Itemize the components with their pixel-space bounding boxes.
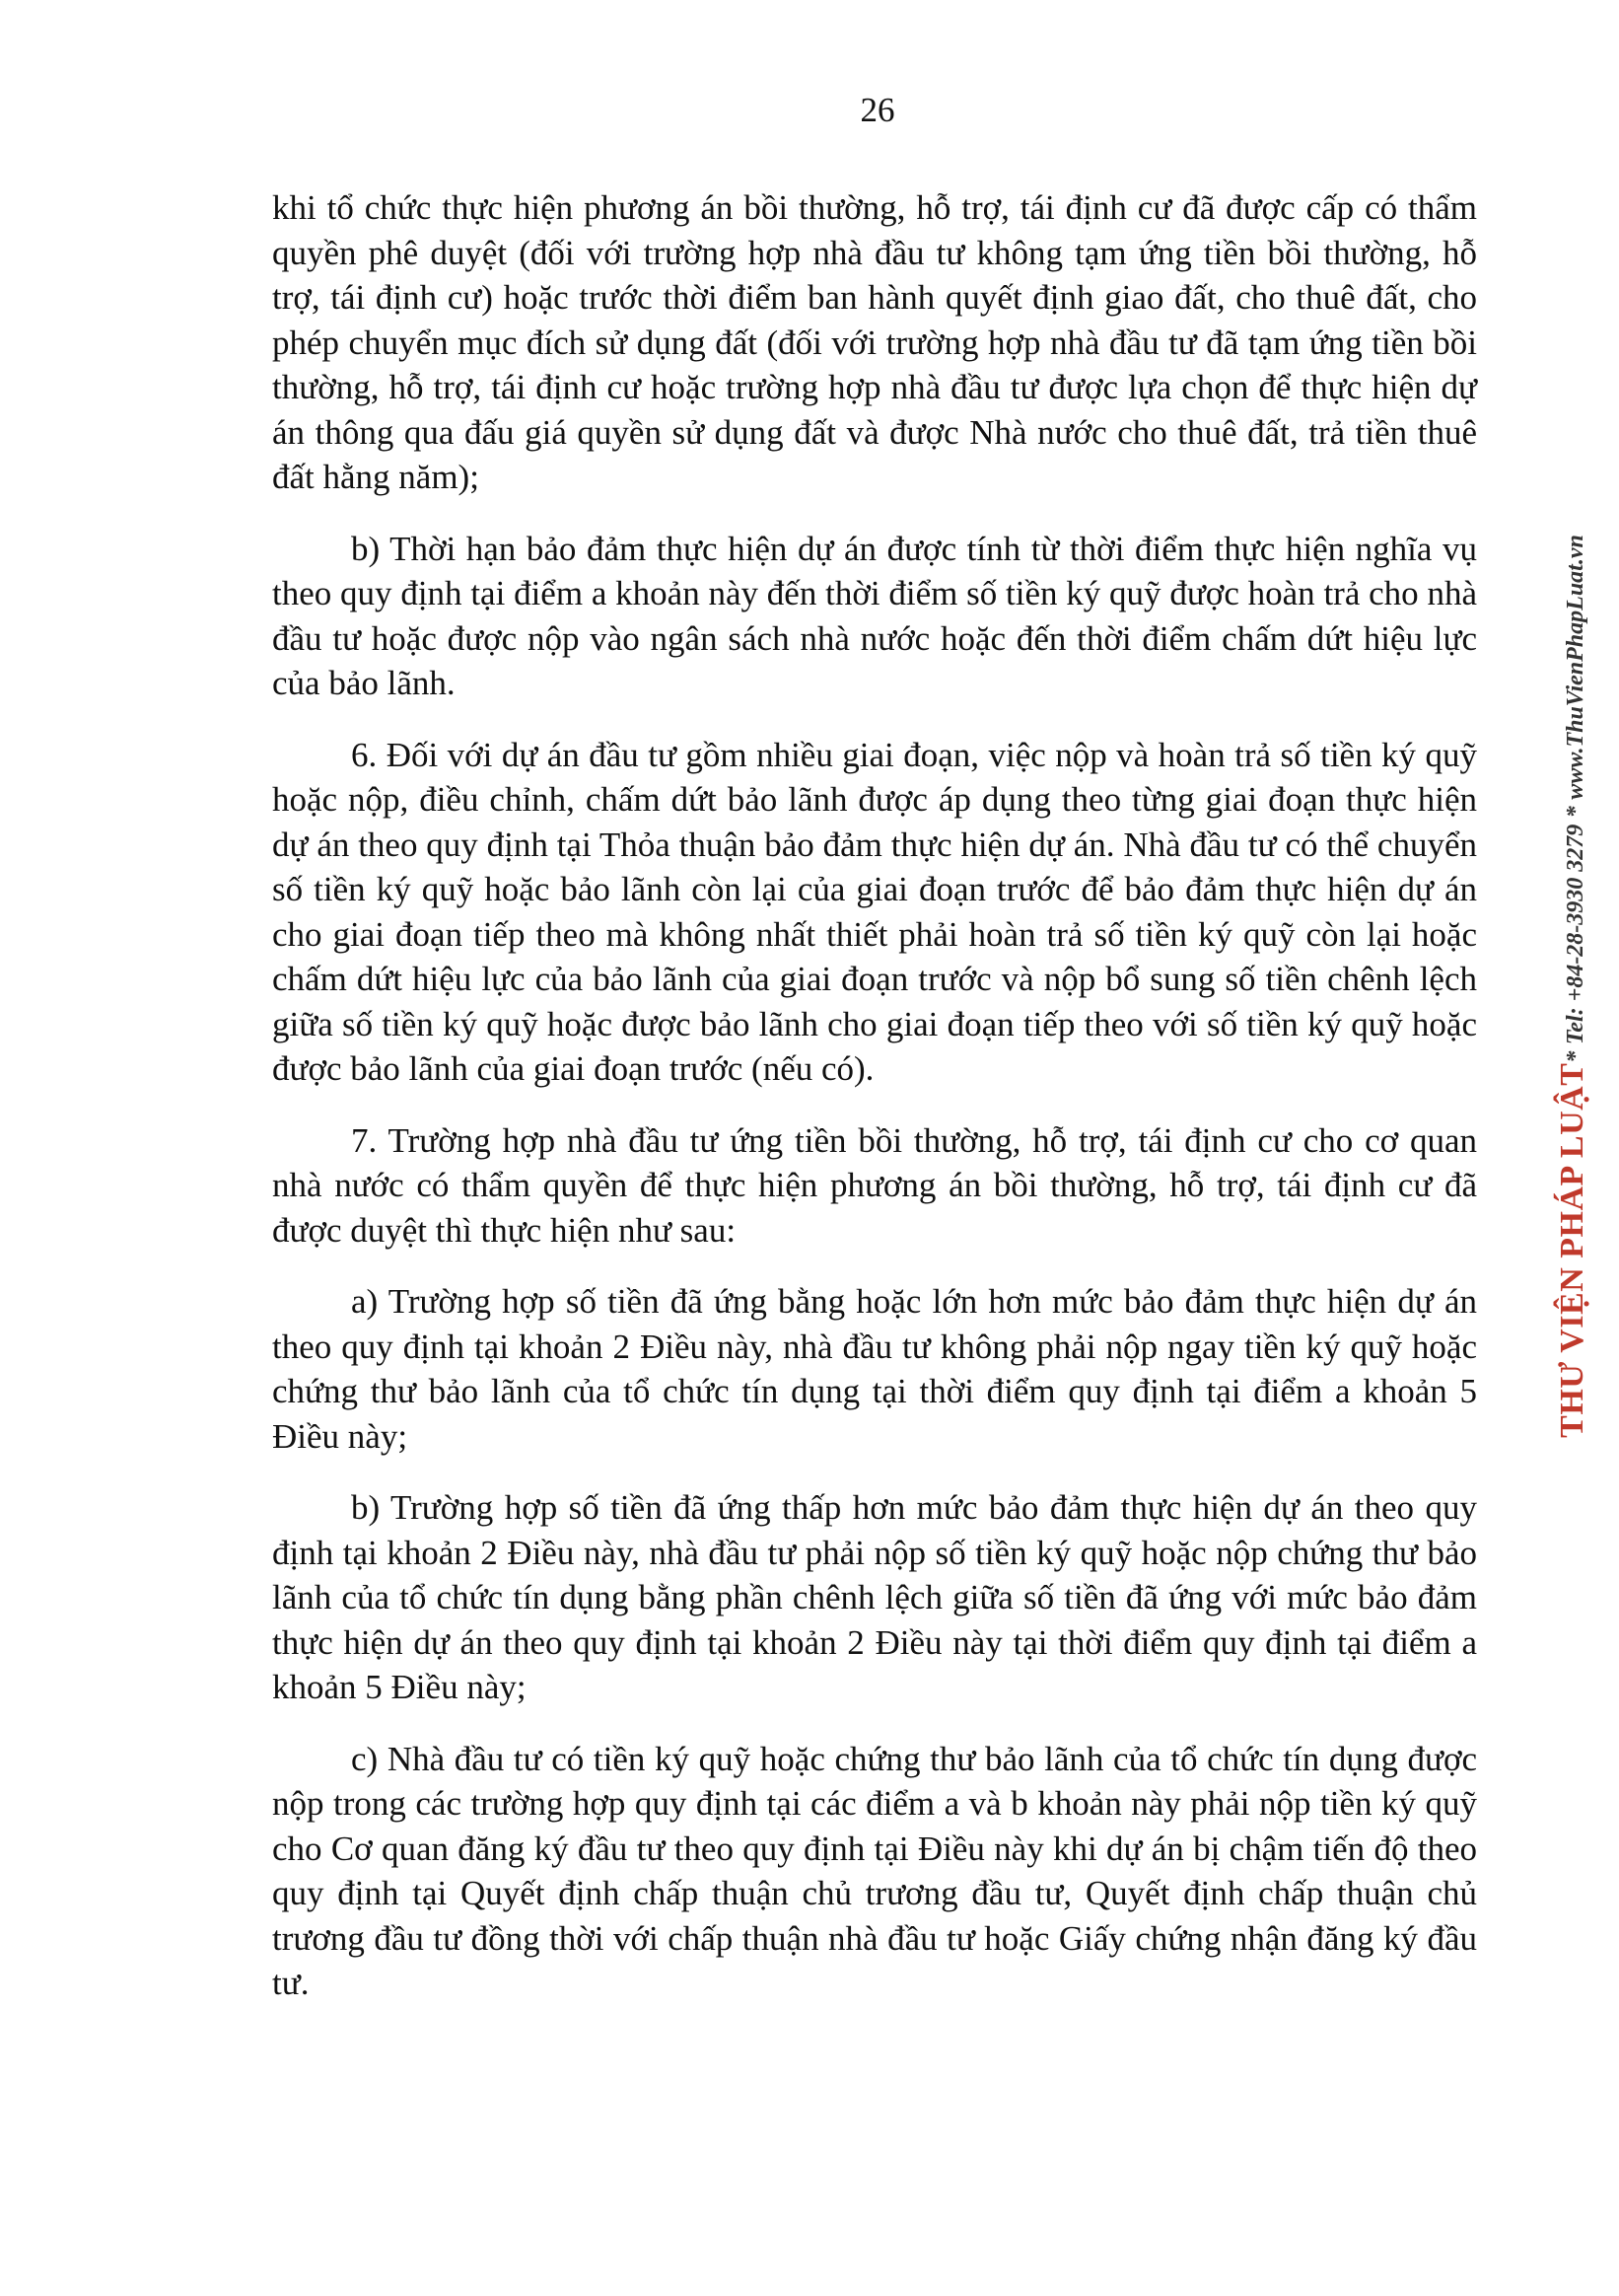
page-number: 26 <box>860 91 895 129</box>
paragraph-clause-7-point-a: a) Trường hợp số tiền đã ứng bằng hoặc lớn hơn mức bảo đảm thực hiện dự án theo quy định tại khoản 2 Điều này, nhà đầu tư không phải nộp ngay tiền ký quỹ hoặc chứng thư bảo lãnh của tổ chức tín dụng tại thời điểm quy định tại điểm a khoản 5 Điều này; <box>272 1282 1477 1456</box>
paragraph-clause-7-point-c: c) Nhà đầu tư có tiền ký quỹ hoặc chứng thư bảo lãnh của tổ chức tín dụng được nộp trong các trường hợp quy định tại các điểm a và b khoản này phải nộp tiền ký quỹ cho Cơ quan đăng ký đầu tư theo quy định tại Điều này khi dự án bị chậm tiến độ theo quy định tại Quyết định chấp thuận chủ trương đầu tư, Quyết định chấp thuận chủ trương đầu tư đồng thời với chấp thuận nhà đầu tư hoặc Giấy chứng nhận đăng ký đầu tư. <box>272 1739 1477 2002</box>
watermark-tel: Tel: +84-28-3930 3279 <box>1563 824 1588 1045</box>
watermark-separator-2: * <box>1563 806 1588 819</box>
document-body <box>272 185 1477 2033</box>
watermark-separator: * <box>1563 1050 1588 1063</box>
paragraph-clause-6: 6. Đối với dự án đầu tư gồm nhiều giai đoạn, việc nộp và hoàn trả số tiền ký quỹ hoặc nộp, điều chỉnh, chấm dứt bảo lãnh được áp dụng theo từng giai đoạn thực hiện dự án theo quy định tại Thỏa thuận bảo đảm thực hiện dự án. Nhà đầu tư có thể chuyển số tiền ký quỹ hoặc bảo lãnh còn lại của giai đoạn trước để bảo đảm thực hiện dự án cho giai đoạn tiếp theo mà không nhất thiết phải hoàn trả số tiền ký quỹ còn lại hoặc chấm dứt hiệu lực của bảo lãnh của giai đoạn trước và nộp bổ sung số tiền chênh lệch giữa số tiền ký quỹ hoặc được bảo lãnh cho giai đoạn tiếp theo với số tiền ký quỹ hoặc được bảo lãnh của giai đoạn trước (nếu có). <box>272 735 1477 1088</box>
paragraph-continuation: khi tổ chức thực hiện phương án bồi thường, hỗ trợ, tái định cư đã được cấp có thẩm quyền phê duyệt (đối với trường hợp nhà đầu tư không tạm ứng tiền bồi thường, hỗ trợ, tái định cư) hoặc trước thời điểm ban hành quyết định giao đất, cho thuê đất, cho phép chuyển mục đích sử dụng đất (đối với trường hợp nhà đầu tư đã tạm ứng tiền bồi thường, hỗ trợ, tái định cư hoặc trường hợp nhà đầu tư được lựa chọn để thực hiện dự án thông qua đấu giá quyền sử dụng đất và được Nhà nước cho thuê đất, trả tiền thuê đất hằng năm); <box>272 188 1477 496</box>
watermark-brand: THƯ VIỆN PHÁP LUẬT <box>1554 1062 1590 1438</box>
watermark-website: www.ThuVienPhapLuat.vn <box>1563 535 1588 800</box>
side-watermark <box>1553 217 1592 1756</box>
paragraph-point-b-guarantee-period: b) Thời hạn bảo đảm thực hiện dự án được tính từ thời điểm thực hiện nghĩa vụ theo quy định tại điểm a khoản này đến thời điểm số tiền ký quỹ được hoàn trả cho nhà đầu tư hoặc được nộp vào ngân sách nhà nước hoặc đến thời điểm chấm dứt hiệu lực của bảo lãnh. <box>272 529 1477 702</box>
paragraph-clause-7-point-b: b) Trường hợp số tiền đã ứng thấp hơn mức bảo đảm thực hiện dự án theo quy định tại khoản 2 Điều này, nhà đầu tư phải nộp số tiền ký quỹ hoặc nộp chứng thư bảo lãnh của tổ chức tín dụng bằng phần chênh lệch giữa số tiền đã ứng với mức bảo đảm thực hiện dự án theo quy định tại khoản 2 Điều này tại thời điểm quy định tại điểm a khoản 5 Điều này; <box>272 1488 1477 1706</box>
paragraph-clause-7: 7. Trường hợp nhà đầu tư ứng tiền bồi thường, hỗ trợ, tái định cư cho cơ quan nhà nước có thẩm quyền để thực hiện phương án bồi thường, hỗ trợ, tái định cư đã được duyệt thì thực hiện như sau: <box>272 1120 1477 1250</box>
